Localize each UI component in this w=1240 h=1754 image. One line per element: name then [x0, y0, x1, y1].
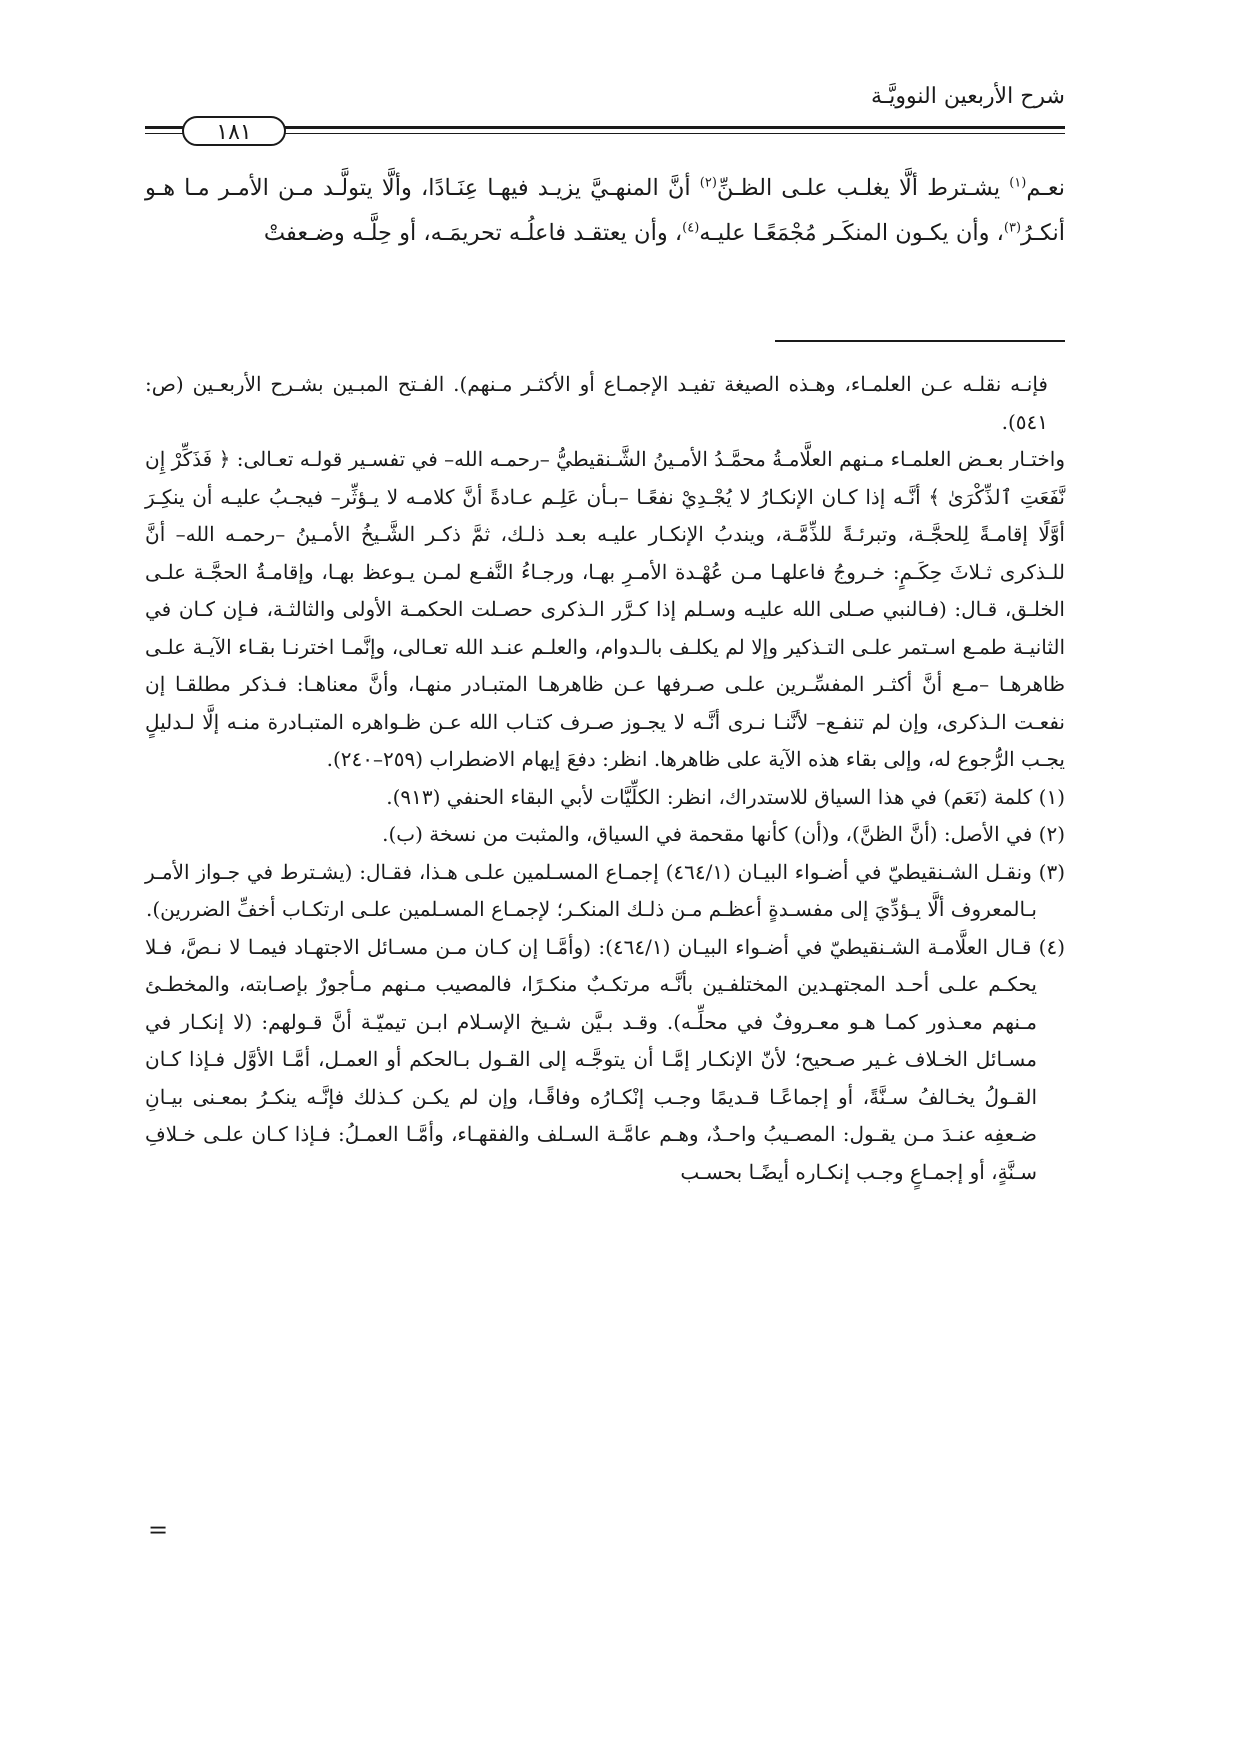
footnote-3: (٣) ونقـل الشـنقيطيّ في أضـواء البيـان (٤٦٤/١) إجمـاع المسـلمين علـى هـذا، فقـال: (يشـترط في جـواز الأمـر بـالمعروف ألَّا يـؤدِّيَ إلى مفسـدةٍ أعظـم مـن ذلـك المنكـر؛ لإجمـاع المسـلمين علـى ارتكـاب أخفِّ الضررين).	[145, 859, 1065, 921]
footnote-separator	[775, 340, 1065, 342]
footnote-4: (٤) قـال العلَّامـة الشـنقيطيّ في أضـواء البيـان (٤٦٤/١): (وأمَّـا إن كـان مـن مسـائل الاجتهـاد فيمـا لا نـصَّ، فـلا يحكـم علـى أحـد المجتهـدين المختلفـين بأنَّـه مرتكـبٌ منكـرًا، فالمصيب مـنهم مـأجورٌ بإصـابته، والمخطـئ مـنهم معـذور كمـا هـو معـروفٌ في محلِّـه). وقـد بـيَّن شـيخ الإسـلام ابـن تيميّـة أنَّ قـولهم: (لا إنكـار في مسـائل الخـلاف غـير صـحيح؛ لأنّ الإنكـار إمَّـا أن يتوجَّـه إلى القـول بـالحكم أو العمـل، أمَّـا الأوَّل فـإذا كـان القـولُ يخـالفُ سـنَّةً، أو إجماعًـا قـديمًا وجـب إنْكـارُه وفاقًـا، وإن لم يكـن كـذلك فإنَّـه ينكـرُ بمعـنى بيـانِ ضـعفِه عنـدَ مـن يقـول: المصـيبُ واحـدٌ، وهـم عامَّـة السـلف والفقهـاء، وأمَّـا العمـلُ: فـإذا كـان علـى خـلافِ سـنَّةٍ، أو إجمـاعٍ وجـب إنكـاره أيضًـا بحسـب	[145, 934, 1066, 1184]
footnote-ref-1: (١)	[1009, 175, 1027, 191]
main-text-segment: ، وأن يكـون المنكَـر مُجْمَعًـا عليـه	[699, 220, 1004, 246]
main-text-segment: أنَّ المنهـيَّ يزيـد فيهـا عِنَـادًا، وألَّا يتولَّـد مـن الأمـر مـا هـو أنكـرُ	[145, 175, 1065, 246]
main-text-segment: نعـم	[1026, 175, 1066, 201]
footnote-continuation-main: واختـار بعـض العلمـاء مـنهم العلَّامـةُ محمَّـدُ الأمـينُ الشَّـنقيطيُّ –رحمـه الله– في تفسـير قولـه تعـالى: ﴿ فَذَكِّرْ إِن نَّفَعَتِ ٱلذِّكْرَىٰ ﴾ أنَّـه إذا كـان الإنكـارُ لا يُجْـدِيْ نفعًـا –بـأن عَلِـم عـادةً أنَّ كلامـه لا يـؤثِّر– فيجـبُ عليـه أن ينكِـرَ أوَّلًا إقامـةً لِلحجَّـة، وتبرئـةً للذِّمَّـة، ويندبُ الإنكـار عليـه بعـد ذلـك، ثمَّ ذكـر الشَّـيخُ الأمـينُ –رحمـه الله– أنَّ للـذكرى ثـلاثَ حِكَـمٍ: خـروجُ فاعلهـا مـن عُهْـدة الأمـرِ بهـا، ورجـاءُ النَّفـع لمـن يـوعظ بهـا، وإقامـةُ الحجَّـة علـى الخلـق، قـال: (فـالنبي صـلى الله عليـه وسـلم إذا كـرَّر الـذكرى حصـلت الحكمـة الأولى والثالثـة، فـإن كـان في الثانيـة طمـع اسـتمر علـى التـذكير وإلا لم يكلـف بالـدوام، والعلـم عنـد الله تعـالى، وإنَّمـا اخترنـا بقـاء الآيـة علـى ظاهرهـا –مـع أنَّ أكثـر المفسِّـرين علـى صـرفها عـن ظاهرهـا المتبـادر منهـا، وأنَّ معناهـا: فـذكر مطلقـا إن نفعـت الـذكرى، وإن لم تنفـع– لأنَّنـا نـرى أنَّـه لا يجـوز صـرف كتـاب الله عـن ظـواهره المتبـادرة منـه إلَّا لـدليلٍ يجـب الرُّجوع له، وإلى بقاء هذه الآية على ظاهرها. انظر: دفعَ إيهام الاضطراب (٢٥٩–٢٤٠).	[145, 447, 1065, 771]
footnotes	[145, 366, 1065, 1191]
continuation-mark: =	[148, 1516, 169, 1544]
page-number: ١٨١	[182, 116, 286, 146]
running-title: شرح الأربعين النوويَّـة	[871, 84, 1065, 109]
main-text	[145, 166, 1065, 256]
footnote-ref-4: (٤)	[682, 220, 700, 236]
footnote-ref-2: (٢)	[699, 175, 717, 191]
footnote-1: (١) كلمة (نَعَم) في هذا السياق للاستدراك، انظر: الكلِّيَّات لأبي البقاء الحنفي (٩١٣).	[386, 784, 1065, 809]
main-paragraph	[145, 166, 1065, 256]
footnote-continuation: فإنـه نقلـه عـن العلمـاء، وهـذه الصيغة تفيـد الإجمـاع أو الأكثـر مـنهم). الفـتح المبـين بشـرح الأربعـين (ص: ٥٤١).	[145, 372, 1048, 434]
main-text-segment: يشـترط ألَّا يغلـب علـى الظـنِّ	[716, 175, 1010, 201]
main-text-segment: ، وأن يعتقـد فاعلُـه تحريمَـه، أو حِلَّـه وضـعفتْ	[263, 220, 683, 246]
footnote-2: (٢) في الأصل: (أنَّ الظنَّ)، و(أن) كأنها مقحمة في السياق، والمثبت من نسخة (ب).	[382, 822, 1065, 846]
footnote-ref-3: (٣)	[1003, 220, 1022, 236]
